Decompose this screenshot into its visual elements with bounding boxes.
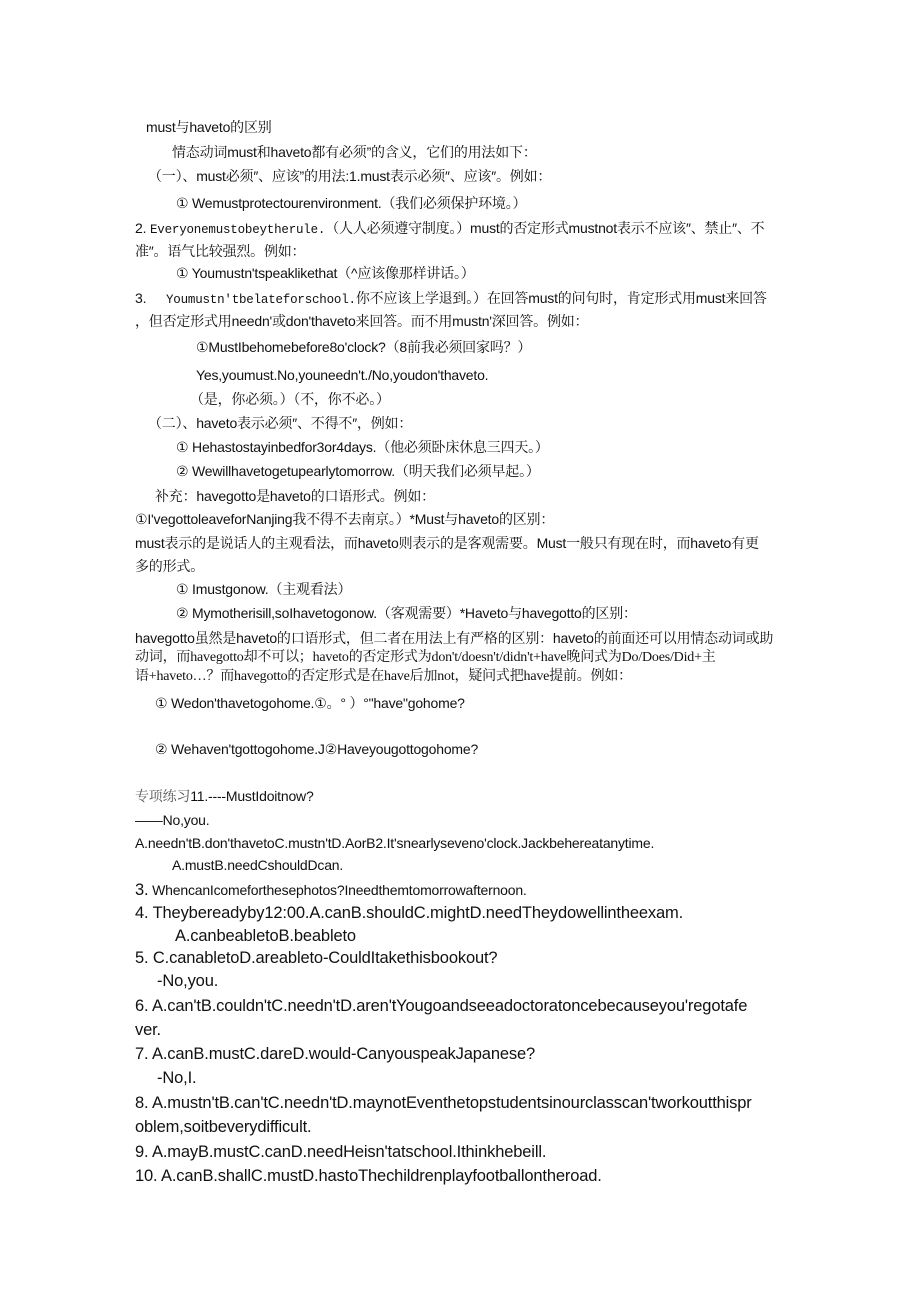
- point2-continuation: 准″。语气比较强烈。例如：: [135, 243, 306, 259]
- exercise-q5: 5. C.canabletoD.areableto-CouldItakethisbookout?: [135, 949, 498, 967]
- exercise-q1-text: 11.----MustIdoitnow?: [190, 788, 314, 804]
- section1-example1: ① Wemustprotectourenvironment.（我们必须保护环境。）: [176, 195, 527, 211]
- difference-example2: ② Mymotherisill,soIhavetogonow.（客观需要）*Haveto与havegotto的区别：: [176, 605, 637, 621]
- supplement-note: 补充：havegotto是haveto的口语形式。例如：: [155, 488, 435, 504]
- exercise-q3-number: 3.: [135, 881, 149, 899]
- exercise-q10: 10. A.canB.shallC.mustD.hastoThechildrenplayfootballontheroad.: [135, 1167, 602, 1185]
- havegotto-example2: ② Wehaven'tgottogohome.J②Haveyougottogohome?: [155, 741, 479, 757]
- point3-text: 你不应该上学退到。）在回答must的问句时，肯定形式用must来回答: [355, 290, 767, 306]
- point3-example-answer: Yes,youmust.No,youneedn't./No,youdon'thaveto.: [196, 367, 489, 383]
- point3-example-question: ①MustIbehomebefore8o'clock?（8前我必须回家吗？）: [196, 339, 532, 355]
- havegotto-paragraph-line3: 语+haveto…？而havegotto的否定形式是在have后加not，疑问式把have提前。例如：: [135, 669, 632, 684]
- difference-paragraph: must表示的是说话人的主观看法，而haveto则表示的是客观需要。Must一般只有现在时，而haveto有更: [135, 535, 759, 551]
- exercise-q6-continuation: ver.: [135, 1021, 161, 1039]
- exercise-q1-reply: ——No,you.: [135, 812, 210, 828]
- exercise-q1-options: A.needn'tB.don'thavetoC.mustn'tD.AorB2.It'snearlyseveno'clock.Jackbehereatanytime.: [135, 835, 655, 851]
- point2-number: 2.: [135, 220, 147, 236]
- exercise-q2-options: A.mustB.needCshouldDcan.: [172, 857, 344, 873]
- exercise-q3-text: WhencanIcomeforthesephotos?Ineedthemtomorrowafternoon.: [152, 882, 527, 898]
- exercise-q9: 9. A.mayB.mustC.canD.needHeisn'tatschool.Ithinkhebeill.: [135, 1143, 547, 1161]
- exercise-q6: 6. A.can'tB.couldn'tC.needn'tD.aren'tYougoandseeadoctoratoncebecauseyou'regotafe: [135, 997, 748, 1015]
- exercise-q7-reply: -No,I.: [157, 1069, 197, 1087]
- havegotto-paragraph-line1: havegotto虽然是haveto的口语形式，但二者在用法上有严格的区别：haveto的前面还可以用情态动词或助: [135, 630, 774, 646]
- document-title: must与haveto的区别: [146, 119, 272, 135]
- difference-example1: ① Imustgonow.（主观看法）: [176, 581, 352, 597]
- point2-example: ① Youmustn'tspeaklikethat（^应该像那样讲话。）: [176, 265, 475, 281]
- point2-english: Everyonemustobeytherule.: [149, 223, 326, 237]
- havegotto-example1: ① Wedon'thavetogohome.①。° ）°"have"gohome?: [155, 695, 465, 711]
- exercise-q8: 8. A.mustn'tB.can'tC.needn'tD.maynotEventhetopstudentsinourclasscan'tworkoutthispr: [135, 1094, 752, 1112]
- point3-number: 3.: [135, 290, 147, 306]
- exercise-q5-reply: -No,you.: [157, 972, 219, 990]
- point3-english: Youmustn'tbelateforschool.: [165, 293, 356, 307]
- supplement-example: ①I'vegottoleaveforNanjing我不得不去南京。）*Must与haveto的区别：: [135, 511, 555, 527]
- exercise-q8-continuation: oblem,soitbeverydifficult.: [135, 1118, 312, 1136]
- difference-continuation: 多的形式。: [135, 558, 204, 574]
- exercise-q3: [135, 879, 527, 901]
- section2-example1: ① Hehastostayinbedfor3or4days.（他必须卧床休息三四天。）: [176, 439, 549, 455]
- exercise-q7: 7. A.canB.mustC.dareD.would-CanyouspeakJapanese?: [135, 1045, 536, 1063]
- point3-line: [135, 289, 767, 309]
- section1-heading: （一）、must必须″、应该”的用法:1.must表示必须″、应该″。例如：: [148, 168, 552, 184]
- point3-example-translation: （是，你必须。）（不，你不必。）: [190, 391, 390, 407]
- point3-continuation: ，但否定形式用needn'或don'thaveto来回答。而不用mustn'深回答。例如：: [135, 313, 589, 329]
- point2-line: [135, 219, 764, 239]
- point2-text: （人人必须遵守制度。）must的否定形式mustnot表示不应该″、禁止″、不: [325, 220, 765, 236]
- havegotto-paragraph-line2: 动词，而havegotto却不可以；haveto的否定形式为don't/doesn't/didn't+have晚问式为Do/Does/Did+主: [135, 650, 716, 665]
- exercise-q4: 4. Theybereadyby12:00.A.canB.shouldC.mightD.needTheydowellintheexam.: [135, 904, 684, 922]
- exercise-q1: [135, 787, 314, 805]
- intro-paragraph: 情态动词must和haveto都有必须”的含义，它们的用法如下：: [172, 144, 537, 160]
- section2-heading: （二）、haveto表示必须″、不得不″，例如：: [148, 415, 413, 431]
- exercises-heading: 专项练习: [135, 788, 191, 804]
- section2-example2: ② Wewillhavetogetupearlytomorrow.（明天我们必须早起。）: [176, 463, 540, 479]
- exercise-q4-options: A.canbeabletoB.beableto: [175, 927, 356, 945]
